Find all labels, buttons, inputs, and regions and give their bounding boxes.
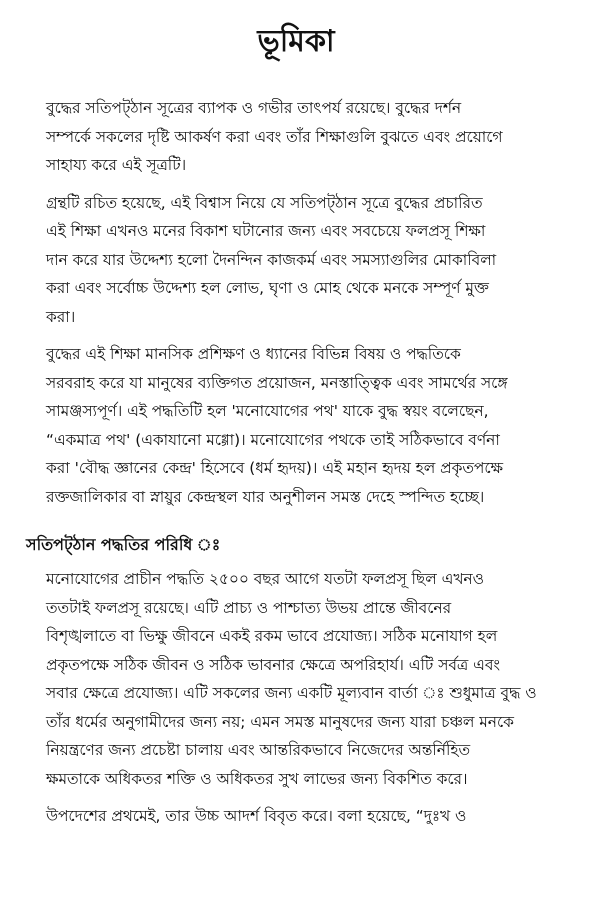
paragraph-line: এই শিক্ষা এখনও মনের বিকাশ ঘটানোর জন্য এবং সবচেয়ে ফলপ্রসূ শিক্ষা xyxy=(46,222,486,240)
paragraph-line: গ্রন্থটি রচিত হয়েছে, এই বিশ্বাস নিয়ে যে সতিপট্‌ঠান সূত্রে বুদ্ধের প্রচারিত xyxy=(46,193,483,212)
paragraph-line: বুদ্ধের এই শিক্ষা মানসিক প্রশিক্ষণ ও ধ্যানের বিভিন্ন বিষয় ও পদ্ধতিকে xyxy=(46,345,461,363)
paragraph-line: ততটাই ফলপ্রসূ রয়েছে। এটি প্রাচ্য ও পাশ্চাত্য উভয় প্রান্তে জীবনের xyxy=(46,598,452,617)
paragraph-line: উপদেশের প্রথমেই, তার উচ্চ আদর্শ বিবৃত করে। বলা হয়েছে, “দুঃখ ও xyxy=(46,807,467,825)
paragraph-line: করা। xyxy=(46,307,76,326)
paragraph-line: করা এবং সর্বোচ্চ উদ্দেশ্য হল লোভ, ঘৃণা ও মোহ থেকে মনকে সম্পূর্ণ মুক্ত xyxy=(46,279,489,297)
paragraph-line: করা 'বৌদ্ধ জ্ঞানের কেন্দ্র' হিসেবে (ধর্ম হৃদয়)। এই মহান হৃদয় হল প্রকৃতপক্ষে xyxy=(46,459,504,477)
paragraph-line: সম্পর্কে সকলের দৃষ্টি আকর্ষণ করা এবং তাঁর শিক্ষাগুলি বুঝতে এবং প্রয়োগে xyxy=(46,127,503,146)
section-paragraph-1 xyxy=(26,565,566,793)
paragraph-line: দান করে যার উদ্দেশ্য হলো দৈনন্দিন কাজকর্ম এবং সমস্যাগুলির মোকাবিলা xyxy=(46,250,497,269)
paragraph-line: রক্তজালিকার বা স্নায়ুর কেন্দ্রস্থল যার অনুশীলন সমস্ত দেহে স্পন্দিত হচ্ছে। xyxy=(46,487,485,506)
paragraph-line: সাহায্য করে এই সূত্রটি। xyxy=(46,156,187,174)
paragraph-line: তাঁর ধর্মের অনুগামীদের জন্য নয়; এমন সমস্ত মানুষদের জন্য যারা চঞ্চল মনকে xyxy=(46,712,514,731)
section-heading: সতিপট্‌ঠান পদ্ধতির পরিধি ঃ xyxy=(26,535,221,554)
paragraph-3 xyxy=(26,340,566,511)
paragraph-line: সরবরাহ করে যা মানুষের ব্যক্তিগত প্রয়োজন, মনস্তাত্ত্বিক এবং সামর্থের সঙ্গে xyxy=(46,373,508,392)
paragraph-line: সামঞ্জস্যপূর্ণ। এই পদ্ধতিটি হল 'মনোযোগের পথ' যাকে বুদ্ধ স্বয়ং বলেছেন, xyxy=(46,402,489,420)
paragraph-line: নিয়ন্ত্রণের জন্য প্রচেষ্টা চালায় এবং আন্তরিকভাবে নিজেদের অন্তর্নিহিত xyxy=(46,741,471,759)
paragraph-2 xyxy=(26,189,566,332)
paragraph-line: প্রকৃতপক্ষে সঠিক জীবন ও সঠিক ভাবনার ক্ষেত্রে অপরিহার্য। এটি সর্বত্র এবং xyxy=(46,655,501,674)
paragraph-line: বিশৃঙ্খলাতে বা ভিক্ষু জীবনে একই রকম ভাবে প্রযোজ্য। সঠিক মনোযাগ হল xyxy=(46,627,498,645)
paragraph-line: “একমাত্র পথ' (একাযানো মগ্গো)। মনোযোগের পথকে তাই সঠিকভাবে বর্ণনা xyxy=(46,430,500,449)
paragraph-line: বুদ্ধের সতিপট্‌ঠান সূত্রের ব্যাপক ও গভীর তাৎপর্য রয়েছে। বুদ্ধের দর্শন xyxy=(46,99,462,117)
section-paragraph-2 xyxy=(26,802,566,831)
paragraph-line: সবার ক্ষেত্রে প্রযোজ্য। এটি সকলের জন্য একটি মূল্যবান বার্তা ঃ শুধুমাত্র বুদ্ধ ও xyxy=(46,684,537,702)
paragraph-line: মনোযোগের প্রাচীন পদ্ধতি ২৫০০ বছর আগে যতটা ফলপ্রসূ ছিল এখনও xyxy=(46,570,484,588)
page-title: ভূমিকা xyxy=(257,24,335,59)
paragraph-line: ক্ষমতাকে অধিকতর শক্তি ও অধিকতর সুখ লাভের জন্য বিকশিত করে। xyxy=(46,769,468,788)
paragraph-1 xyxy=(26,94,566,180)
